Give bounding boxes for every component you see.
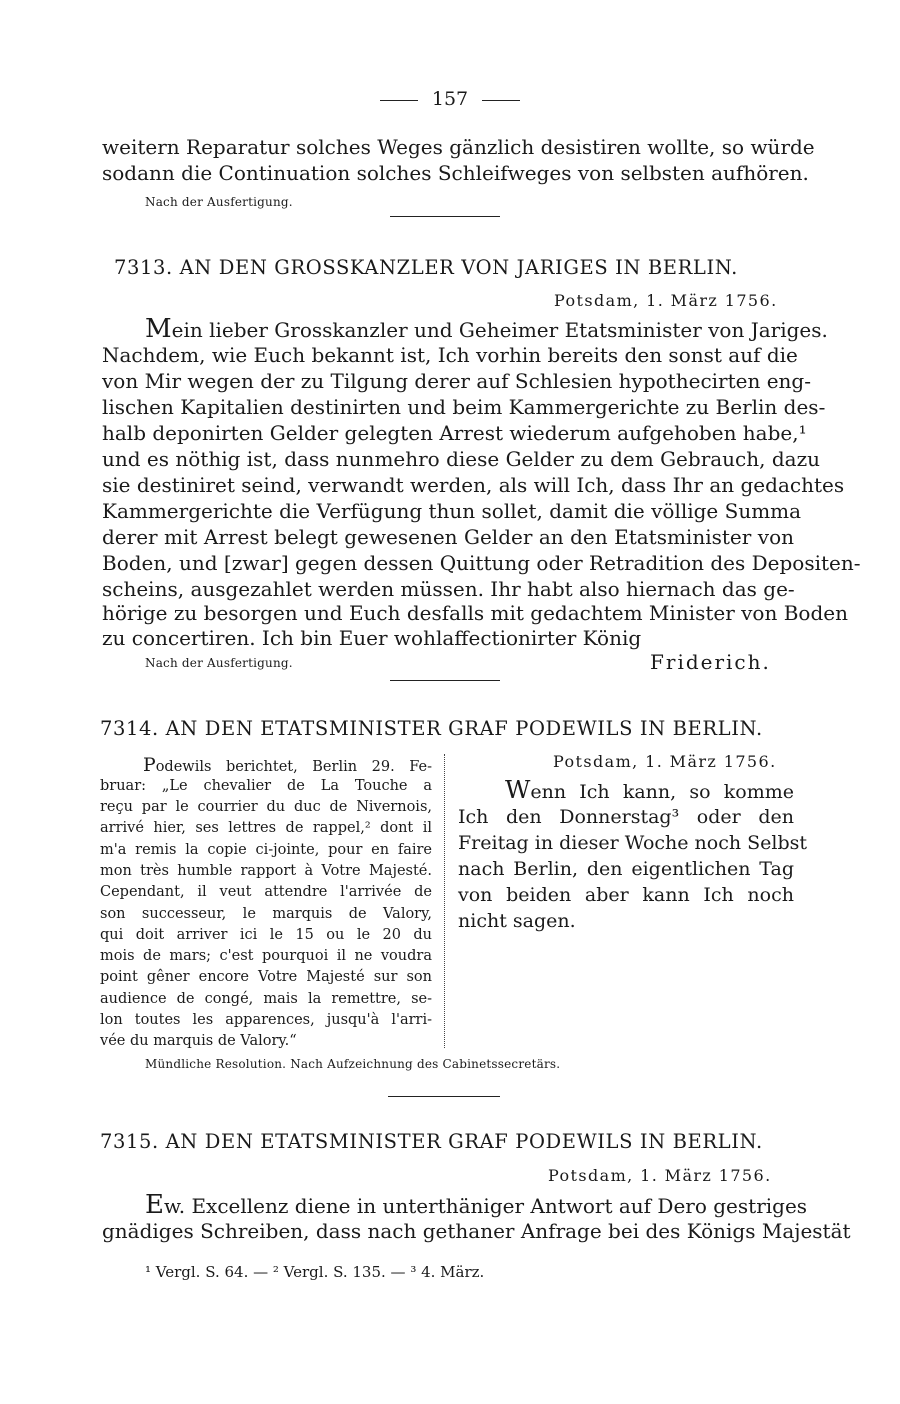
page-number: 157 xyxy=(431,88,469,110)
page-number-dash-right xyxy=(482,100,520,101)
letter-7313-line: lischen Kapitalien destinirten und beim Kammergerichte zu Berlin des- xyxy=(102,395,826,419)
letter-7314-report-line: Podewils berichtet, Berlin 29. Fe- xyxy=(143,755,432,776)
letter-7314-report-line: qui doit arriver ici le 15 ou le 20 du xyxy=(100,927,432,943)
letter-7314-report-line: son successeur, le marquis de Valory, xyxy=(100,906,432,922)
letter-7313-heading: 7313. AN DEN GROSSKANZLER VON JARIGES IN BERLIN. xyxy=(114,256,738,279)
letter-7314-reply-line: nach Berlin, den eigentlichen Tag xyxy=(458,858,794,880)
letter-7314-reply-line: nicht sagen. xyxy=(458,910,576,932)
top-paragraph-line: weitern Reparatur solches Weges gänzlich desistiren wollte, so würde xyxy=(102,135,815,159)
letter-7313-line: Boden, und [zwar] gegen dessen Quittung oder Retradition des Depositen- xyxy=(102,551,861,575)
letter-7314-report-line: m'a remis la copie ci-jointe, pour en faire xyxy=(100,842,432,858)
letter-7315-line: gnädiges Schreiben, dass nach gethaner Anfrage bei des Königs Majestät xyxy=(102,1219,851,1243)
letter-7313-line: sie destiniret seind, verwandt werden, als will Ich, dass Ihr an gedachtes xyxy=(102,473,845,497)
top-paragraph-line: sodann die Continuation solches Schleifweges von selbsten aufhören. xyxy=(102,161,809,185)
footnotes: ¹ Vergl. S. 64. — ² Vergl. S. 135. — ³ 4. März. xyxy=(145,1263,485,1281)
letter-7314-reply-line: Freitag in dieser Woche noch Selbst xyxy=(458,832,808,854)
letter-7314-report-line: reçu par le courrier du duc de Nivernois, xyxy=(100,799,432,815)
letter-7314-reply-line: Ich den Donnerstag³ oder den xyxy=(458,806,794,828)
letter-7314-report-line: mois de mars; c'est pourquoi il ne voudra xyxy=(100,948,432,964)
letter-7314-reply-line: Wenn Ich kann, so komme xyxy=(505,775,794,804)
letter-7314-reply-line: von beiden aber kann Ich noch xyxy=(458,884,794,906)
letter-7314-report-line: lon toutes les apparences, jusqu'à l'arri- xyxy=(100,1012,432,1028)
letter-7314-report-line: vée du marquis de Valory.“ xyxy=(100,1033,297,1049)
letter-7313-line: und es nöthig ist, dass nunmehro diese Gelder zu dem Gebrauch, dazu xyxy=(102,447,820,471)
letter-7315-heading: 7315. AN DEN ETATSMINISTER GRAF PODEWILS IN BERLIN. xyxy=(100,1130,763,1153)
letter-7314-dateline: Potsdam, 1. März 1756. xyxy=(553,752,777,771)
letter-7314-report-line: arrivé hier, ses lettres de rappel,² dont il xyxy=(100,820,432,836)
letter-7315-dateline: Potsdam, 1. März 1756. xyxy=(548,1166,772,1185)
column-separator xyxy=(444,754,445,1048)
page-number-dash-left xyxy=(380,100,418,101)
section-divider xyxy=(388,1096,500,1097)
letter-7315-line: Ew. Excellenz diene in unterthäniger Antwort auf Dero gestriges xyxy=(145,1190,808,1220)
letter-7313-line: Kammergerichte die Verfügung thun sollet, damit die völlige Summa xyxy=(102,499,802,523)
letter-7313-signature: Friderich. xyxy=(650,650,771,674)
top-source-note: Nach der Ausfertigung. xyxy=(145,195,293,209)
letter-7313-dateline: Potsdam, 1. März 1756. xyxy=(554,291,778,310)
letter-7314-report-line: bruar: „Le chevalier de La Touche a xyxy=(100,778,432,794)
letter-7313-source: Nach der Ausfertigung. xyxy=(145,656,293,670)
section-divider xyxy=(390,680,500,681)
letter-7314-heading: 7314. AN DEN ETATSMINISTER GRAF PODEWILS IN BERLIN. xyxy=(100,717,763,740)
letter-7314-report-line: Cependant, il veut attendre l'arrivée de xyxy=(100,884,432,900)
letter-7313-line: zu concertiren. Ich bin Euer wohlaffectionirter König xyxy=(102,626,642,650)
letter-7314-report-line: mon très humble rapport à Votre Majesté. xyxy=(100,863,432,879)
letter-7313-line: Mein lieber Grosskanzler und Geheimer Etatsminister von Jariges. xyxy=(145,314,828,344)
letter-7313-line: Nachdem, wie Euch bekannt ist, Ich vorhin bereits den sonst auf die xyxy=(102,343,798,367)
letter-7313-line: halb deponirten Gelder gelegten Arrest wiederum aufgehoben habe,¹ xyxy=(102,421,807,445)
letter-7313-line: scheins, ausgezahlet werden müssen. Ihr habt also hiernach das ge- xyxy=(102,577,795,601)
letter-7314-report-line: point gêner encore Votre Majesté sur son xyxy=(100,969,432,985)
letter-7313-line: derer mit Arrest belegt gewesenen Gelder an den Etatsminister von xyxy=(102,525,794,549)
section-divider xyxy=(390,216,500,217)
letter-7313-line: von Mir wegen der zu Tilgung derer auf Schlesien hypothecirten eng- xyxy=(102,369,811,393)
page-number-line xyxy=(0,88,900,110)
letter-7314-report-line: audience de congé, mais la remettre, se- xyxy=(100,991,432,1007)
letter-7314-source: Mündliche Resolution. Nach Aufzeichnung des Cabinetssecretärs. xyxy=(145,1057,561,1071)
letter-7313-line: hörige zu besorgen und Euch desfalls mit gedachtem Minister von Boden xyxy=(102,601,848,625)
